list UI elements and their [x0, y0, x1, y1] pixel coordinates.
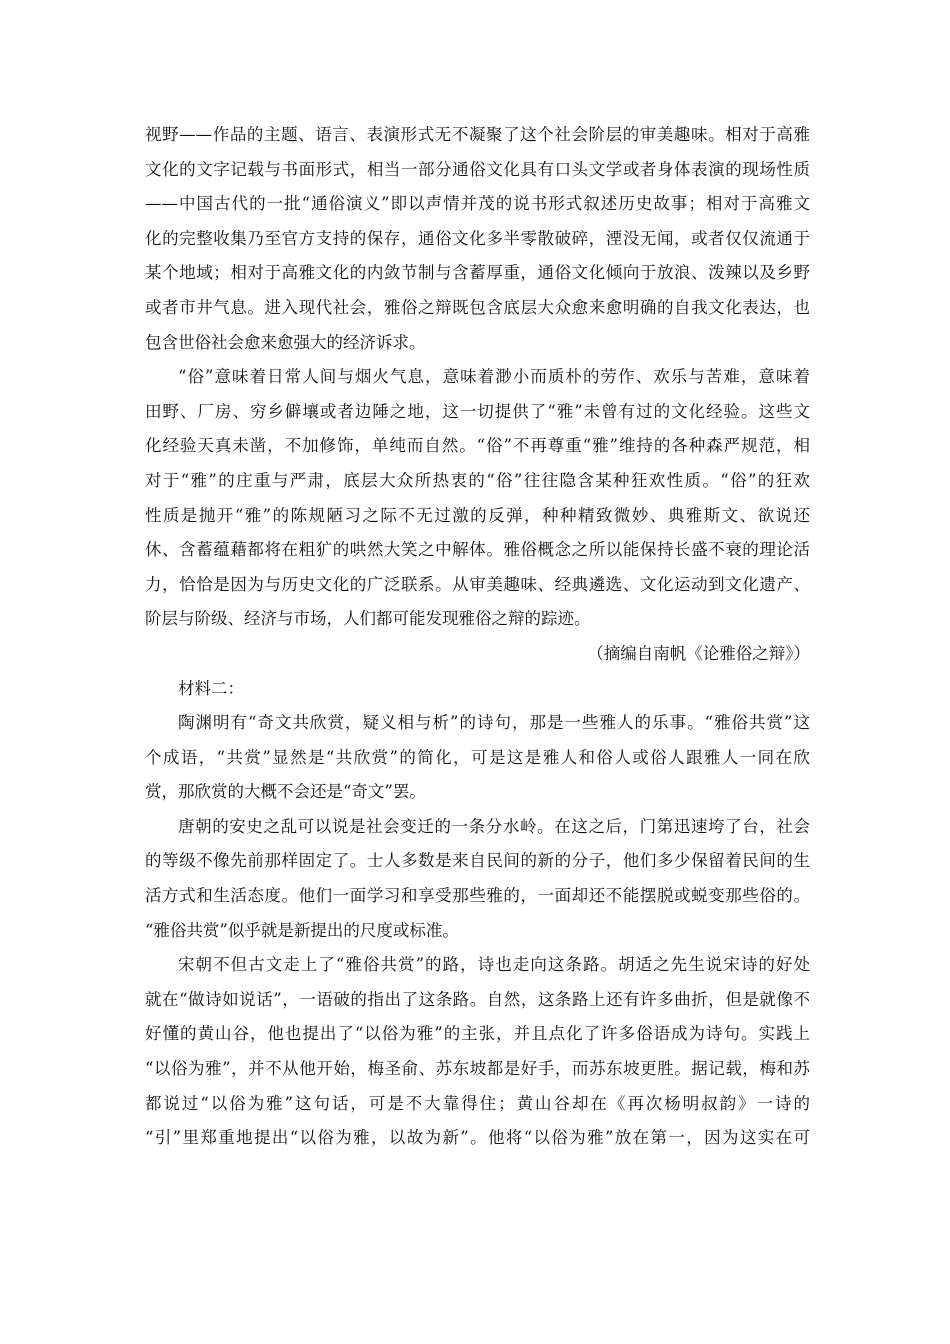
paragraph-1-line: 某个地域；相对于高雅文化的内敛节制与含蓄厚重，通俗文化倾向于放浪、泼辣以及乡野	[145, 263, 810, 283]
paragraph-5-line: 宋朝不但古文走上了“雅俗共赏”的路，诗也走向这条路。胡适之先生说宋诗的好处	[178, 955, 810, 975]
paragraph-4-line: “雅俗共赏”似乎就是新提出的尺度或标准。	[145, 920, 459, 940]
paragraph-5-line: “引”里郑重地提出“以俗为雅，以故为新”。他将“以俗为雅”放在第一，因为这实在可	[145, 1128, 810, 1148]
paragraph-2-line: 田野、厂房、穷乡僻壤或者边陲之地，这一切提供了“雅”未曾有过的文化经验。这些文	[145, 401, 810, 421]
source-citation: （摘编自南帆《论雅俗之辩》）	[587, 643, 810, 663]
paragraph-1-line: ——中国古代的一批“通俗演义”即以声情并茂的说书形式叙述历史故事；相对于高雅文	[145, 194, 810, 214]
article-body	[145, 118, 810, 1156]
paragraph-4-line: 的等级不像先前那样固定了。士人多数是来自民间的新的分子，他们多少保留着民间的生	[145, 851, 810, 871]
paragraph-2-line: 性质是抛开“雅”的陈规陋习之际不无过激的反弹，种种精致微妙、典雅斯文、欲说还	[145, 505, 810, 525]
paragraph-3-line: 个成语，“共赏”显然是“共欣赏”的简化，可是这是雅人和俗人或俗人跟雅人一同在欣	[145, 747, 810, 767]
paragraph-4-line: 活方式和生活态度。他们一面学习和享受那些雅的，一面却还不能摆脱或蜕变那些俗的。	[145, 886, 810, 906]
paragraph-1-line: 包含世俗社会愈来愈强大的经济诉求。	[145, 332, 426, 352]
paragraph-3-line: 赏，那欣赏的大概不会还是“奇文”罢。	[145, 782, 426, 802]
paragraph-5-line: “以俗为雅”，并不从他开始，梅圣俞、苏东坡都是好手，而苏东坡更胜。据记载，梅和苏	[145, 1059, 810, 1079]
paragraph-1-line: 文化的文字记载与书面形式，相当一部分通俗文化具有口头文学或者身体表演的现场性质	[145, 159, 810, 179]
paragraph-2-line: 对于“雅”的庄重与严肃，底层大众所热衷的“俗”往往隐含某种狂欢性质。“俗”的狂欢	[145, 470, 810, 490]
paragraph-2-line: “俗”意味着日常人间与烟火气息，意味着渺小而质朴的劳作、欢乐与苦难，意味着	[178, 367, 810, 387]
section-heading: 材料二：	[178, 678, 244, 698]
paragraph-5-line: 好懂的黄山谷，他也提出了“以俗为雅”的主张，并且点化了许多俗语成为诗句。实践上	[145, 1024, 810, 1044]
paragraph-2-line: 休、含蓄蕴藉都将在粗犷的哄然大笑之中解体。雅俗概念之所以能保持长盛不衰的理论活	[145, 540, 810, 560]
paragraph-2-line: 化经验天真未凿，不加修饰，单纯而自然。“俗”不再尊重“雅”维持的各种森严规范，相	[145, 436, 810, 456]
paragraph-1-line: 或者市井气息。进入现代社会，雅俗之辩既包含底层大众愈来愈明确的自我文化表达，也	[145, 297, 810, 317]
paragraph-5-line: 就在“做诗如说话”，一语破的指出了这条路。自然，这条路上还有许多曲折，但是就像不	[145, 989, 810, 1009]
paragraph-2-line: 力，恰恰是因为与历史文化的广泛联系。从审美趣味、经典遴选、文化运动到文化遗产、	[145, 574, 810, 594]
paragraph-1-line: 化的完整收集乃至官方支持的保存，通俗文化多半零散破碎，湮没无闻，或者仅仅流通于	[145, 228, 810, 248]
paragraph-5-line: 都说过“以俗为雅”这句话，可是不大靠得住；黄山谷却在《再次杨明叔韵》一诗的	[145, 1093, 810, 1113]
paragraph-2-line: 阶层与阶级、经济与市场，人们都可能发现雅俗之辩的踪迹。	[145, 609, 591, 629]
paragraph-4-line: 唐朝的安史之乱可以说是社会变迁的一条分水岭。在这之后，门第迅速垮了台，社会	[178, 816, 810, 836]
paragraph-1-line: 视野——作品的主题、语言、表演形式无不凝聚了这个社会阶层的审美趣味。相对于高雅	[145, 125, 810, 144]
paragraph-3-line: 陶渊明有“奇文共欣赏，疑义相与析”的诗句，那是一些雅人的乐事。“雅俗共赏”这	[178, 713, 810, 733]
